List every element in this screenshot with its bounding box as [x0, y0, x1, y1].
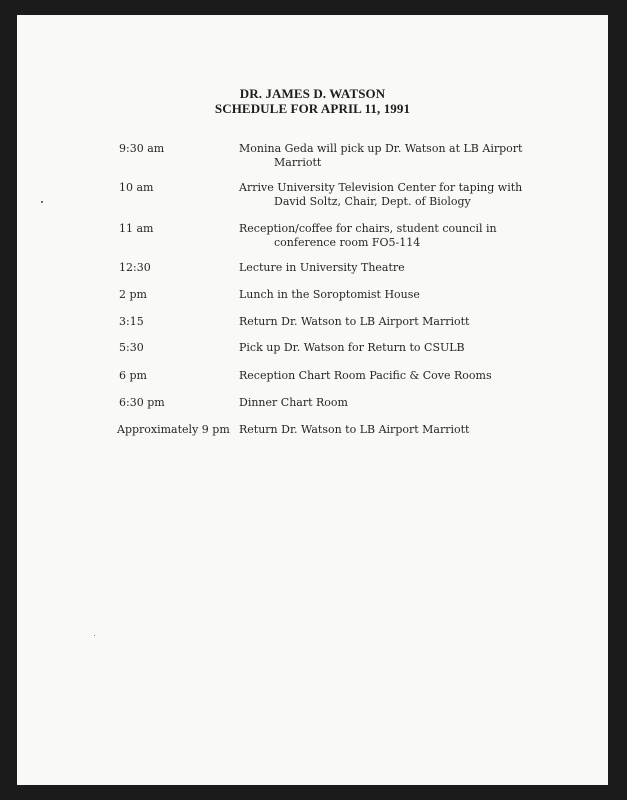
schedule-event-line: Monina Geda will pick up Dr. Watson at LB Airport	[239, 142, 523, 155]
schedule-time: 11 am	[119, 222, 154, 235]
schedule-event-continuation: Marriott	[274, 156, 322, 169]
schedule-event: Dinner Chart Room	[239, 396, 348, 409]
paper-speck	[41, 201, 43, 203]
schedule-time: 12:30	[119, 261, 151, 274]
schedule-time: 9:30 am	[119, 142, 165, 155]
schedule-time: 10 am	[119, 181, 154, 194]
schedule-time: 3:15	[119, 315, 144, 328]
schedule-event	[239, 181, 539, 209]
schedule-event	[239, 142, 539, 170]
schedule-event: Return Dr. Watson to LB Airport Marriott	[239, 423, 470, 436]
schedule-event: Return Dr. Watson to LB Airport Marriott	[239, 315, 470, 328]
document-subtitle: SCHEDULE FOR APRIL 11, 1991	[214, 101, 411, 116]
schedule-event-line: Reception/coffee for chairs, student council in	[239, 222, 497, 235]
schedule-time: 6:30 pm	[119, 396, 165, 409]
schedule-time: 2 pm	[119, 288, 147, 301]
schedule-event	[239, 222, 539, 250]
document-title: DR. JAMES D. WATSON	[239, 86, 386, 101]
schedule-event: Reception Chart Room Pacific & Cove Rooms	[239, 369, 492, 382]
document-page	[17, 15, 608, 785]
schedule-event: Pick up Dr. Watson for Return to CSULB	[239, 341, 465, 354]
schedule-event-continuation: David Soltz, Chair, Dept. of Biology	[274, 195, 471, 208]
schedule-event: Lecture in University Theatre	[239, 261, 405, 274]
schedule-time: Approximately 9 pm	[117, 423, 230, 436]
schedule-event: Lunch in the Soroptomist House	[239, 288, 420, 301]
schedule-event-continuation: conference room FO5-114	[274, 236, 421, 249]
paper-speck	[94, 635, 95, 636]
schedule-time: 6 pm	[119, 369, 147, 382]
schedule-time: 5:30	[119, 341, 144, 354]
schedule-event-line: Arrive University Television Center for taping with	[239, 181, 523, 194]
